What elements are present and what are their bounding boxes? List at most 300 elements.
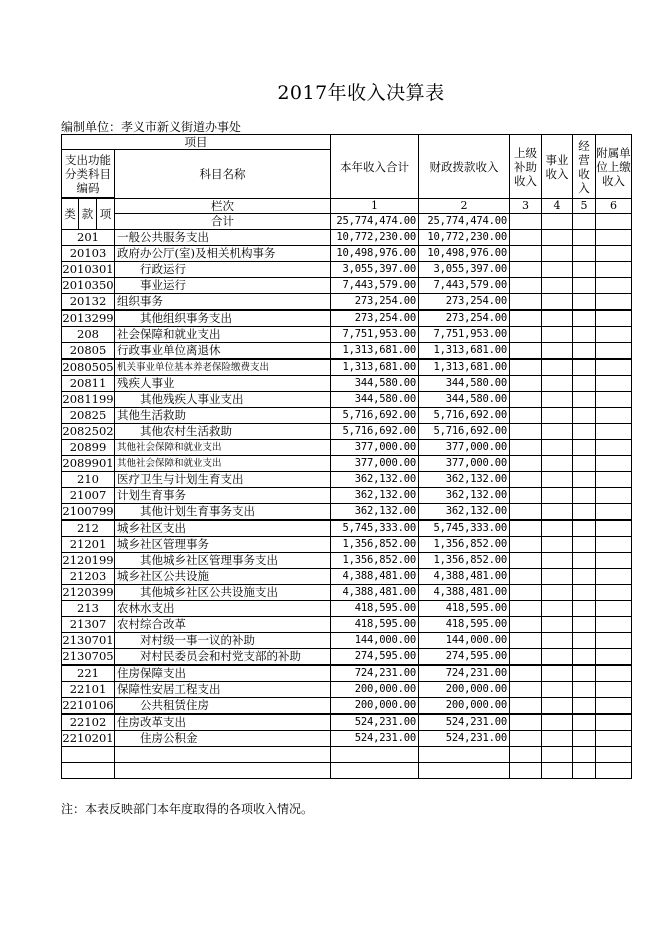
- row-total-income: 7,443,579.00: [331, 278, 419, 294]
- empty-cell: [510, 294, 542, 311]
- row-fiscal: 524,231.00: [419, 731, 510, 747]
- row-code: 208: [62, 327, 115, 343]
- empty-cell: [573, 649, 596, 666]
- row-fiscal: 274,595.00: [419, 649, 510, 666]
- row-code: 2210201: [62, 731, 114, 745]
- table-row: [62, 472, 632, 488]
- row-fiscal: 362,132.00: [419, 504, 510, 521]
- empty-cell: [510, 520, 542, 537]
- row-total-income: 1,313,681.00: [331, 359, 419, 376]
- blank-row: [62, 763, 632, 779]
- empty-cell: [510, 553, 542, 569]
- row-code: 2080505: [62, 360, 114, 374]
- empty-cell: [573, 520, 596, 537]
- empty-cell: [596, 585, 632, 601]
- empty-cell: [596, 569, 632, 585]
- empty-cell: [510, 665, 542, 682]
- row-subject-name: 其他农村生活救助: [115, 424, 331, 440]
- empty-cell: [573, 585, 596, 601]
- empty-cell: [573, 359, 596, 376]
- empty-cell: [573, 714, 596, 731]
- empty-cell: [596, 246, 632, 262]
- empty-cell: [573, 504, 596, 521]
- header-superior: 上级补助收入: [510, 135, 542, 199]
- empty-cell: [542, 553, 573, 569]
- row-subject-name: 农村综合改革: [115, 617, 331, 633]
- row-subject-name: 对村级一事一议的补助: [115, 633, 331, 649]
- empty-cell: [573, 343, 596, 360]
- row-subject-name: 城乡社区公共设施: [115, 569, 331, 585]
- row-total-income: 362,132.00: [331, 504, 419, 521]
- empty-cell: [542, 310, 573, 327]
- empty-cell: [542, 440, 573, 456]
- empty-cell: [542, 585, 573, 601]
- row-fiscal: 418,595.00: [419, 601, 510, 617]
- table-row: [62, 343, 632, 360]
- table-row: [62, 601, 632, 617]
- table-row: [62, 714, 632, 731]
- empty-cell: [510, 310, 542, 327]
- empty-cell: [596, 537, 632, 553]
- row-code: 2120199: [62, 553, 114, 567]
- row-code: 20805: [62, 343, 115, 360]
- row-code: 2130705: [62, 649, 114, 663]
- row-total-income: 524,231.00: [331, 714, 419, 731]
- row-subject-name: 其他城乡社区公共设施支出: [115, 585, 331, 601]
- empty-cell: [542, 682, 573, 698]
- row-subject-name: 其他社会保障和就业支出: [115, 456, 331, 472]
- row-subject-name: 行政事业单位离退休: [115, 343, 331, 360]
- row-code: 20811: [62, 376, 115, 392]
- header-subject-name: 科目名称: [115, 150, 331, 199]
- row-fiscal: 10,498,976.00: [419, 246, 510, 262]
- empty-cell: [573, 633, 596, 649]
- empty-cell: [573, 310, 596, 327]
- empty-cell: [542, 327, 573, 343]
- row-total-income: 273,254.00: [331, 294, 419, 311]
- empty-cell: [573, 246, 596, 262]
- header-class: 类: [62, 199, 79, 230]
- row-subject-name: 城乡社区支出: [115, 520, 331, 537]
- row-subject-name: 住房公积金: [115, 731, 331, 747]
- row-fiscal: 1,356,852.00: [419, 553, 510, 569]
- row-total-income: 1,356,852.00: [331, 537, 419, 553]
- row-code: 21201: [62, 537, 115, 553]
- table-row: [62, 278, 632, 294]
- row-fiscal: 5,716,692.00: [419, 424, 510, 440]
- row-total-income: 377,000.00: [331, 440, 419, 456]
- empty-cell: [542, 569, 573, 585]
- empty-cell: [542, 520, 573, 537]
- row-subject-name: 其他社会保障和就业支出: [115, 440, 331, 456]
- empty-cell: [596, 682, 632, 698]
- row-code: 2100799: [62, 504, 114, 518]
- empty-cell: [573, 731, 596, 747]
- page-title: 2017年收入决算表: [277, 82, 445, 104]
- row-subject-name: 政府办公厅(室)及相关机构事务: [115, 246, 331, 262]
- empty-cell: [596, 504, 632, 521]
- empty-cell: [573, 537, 596, 553]
- row-total-income: 3,055,397.00: [331, 262, 419, 278]
- empty-cell: [596, 392, 632, 408]
- empty-cell: [596, 553, 632, 569]
- row-total-income: 418,595.00: [331, 617, 419, 633]
- empty-cell: [510, 392, 542, 408]
- row-total-income: 274,595.00: [331, 649, 419, 666]
- empty-cell: [573, 488, 596, 504]
- empty-cell: [542, 230, 573, 246]
- empty-cell: [542, 537, 573, 553]
- empty-cell: [596, 714, 632, 731]
- empty-cell: [510, 585, 542, 601]
- row-fiscal: 377,000.00: [419, 440, 510, 456]
- empty-cell: [510, 698, 542, 715]
- empty-cell: [510, 731, 542, 747]
- empty-cell: [510, 327, 542, 343]
- empty-cell: [596, 440, 632, 456]
- row-fiscal: 5,716,692.00: [419, 408, 510, 424]
- row-subject-name: 事业运行: [115, 278, 331, 294]
- row-total-income: 724,231.00: [331, 665, 419, 682]
- row-total-income: 1,356,852.00: [331, 553, 419, 569]
- row-fiscal: 4,388,481.00: [419, 569, 510, 585]
- empty-cell: [596, 649, 632, 666]
- table-row: [62, 392, 632, 408]
- row-subject-name: 其他组织事务支出: [115, 310, 331, 327]
- row-subject-name: 公共租赁住房: [115, 698, 331, 715]
- empty-cell: [596, 731, 632, 747]
- row-fiscal: 362,132.00: [419, 472, 510, 488]
- total-fiscal-value: 25,774,474.00: [419, 214, 510, 230]
- header-total-income: 本年收入合计: [331, 135, 419, 199]
- row-total-income: 524,231.00: [331, 731, 419, 747]
- empty-cell: [573, 553, 596, 569]
- empty-cell: [542, 601, 573, 617]
- empty-cell: [573, 424, 596, 440]
- empty-cell: [596, 698, 632, 715]
- table-row: [62, 294, 632, 311]
- empty-cell: [542, 714, 573, 731]
- row-code: 2089901: [62, 456, 114, 470]
- empty-cell: [510, 488, 542, 504]
- col-index-6: 6: [596, 199, 632, 214]
- row-fiscal: 200,000.00: [419, 698, 510, 715]
- footnote: 注：本表反映部门本年度取得的各项收入情况。: [61, 802, 314, 816]
- empty-cell: [573, 682, 596, 698]
- empty-cell: [510, 278, 542, 294]
- empty-cell: [542, 424, 573, 440]
- row-subject-name: 其他城乡社区管理事务支出: [115, 553, 331, 569]
- empty-cell: [596, 359, 632, 376]
- row-subject-name: 对村民委员会和村党支部的补助: [115, 649, 331, 666]
- empty-cell: [542, 472, 573, 488]
- table-row: [62, 376, 632, 392]
- row-fiscal: 1,356,852.00: [419, 537, 510, 553]
- col-index-5: 5: [573, 199, 596, 214]
- empty-cell: [542, 649, 573, 666]
- empty-cell: [596, 376, 632, 392]
- row-fiscal: 7,751,953.00: [419, 327, 510, 343]
- row-subject-name: 农林水支出: [115, 601, 331, 617]
- table-row: [62, 682, 632, 698]
- income-table: [61, 134, 632, 779]
- empty-cell: [596, 408, 632, 424]
- row-subject-name: 行政运行: [115, 262, 331, 278]
- empty-cell: [596, 343, 632, 360]
- empty-cell: [573, 569, 596, 585]
- empty-cell: [596, 617, 632, 633]
- empty-cell: [573, 278, 596, 294]
- row-code: 21007: [62, 488, 115, 504]
- table-row: [62, 504, 632, 521]
- empty-cell: [573, 392, 596, 408]
- row-fiscal: 344,580.00: [419, 376, 510, 392]
- row-subject-name: 医疗卫生与计划生育支出: [115, 472, 331, 488]
- row-subject-name: 机关事业单位基本养老保险缴费支出: [115, 359, 331, 376]
- empty-cell: [542, 246, 573, 262]
- empty-cell: [573, 440, 596, 456]
- row-code: 22102: [62, 714, 115, 731]
- empty-cell: [596, 601, 632, 617]
- blank-row: [62, 747, 632, 763]
- table-row: [62, 359, 632, 376]
- table-row: [62, 424, 632, 440]
- table-row: [62, 649, 632, 666]
- header-section: 款: [79, 199, 97, 230]
- table-row: [62, 585, 632, 601]
- row-code: 21307: [62, 617, 115, 633]
- empty-cell: [596, 327, 632, 343]
- empty-cell: [542, 456, 573, 472]
- row-subject-name: 社会保障和就业支出: [115, 327, 331, 343]
- row-code: 22101: [62, 682, 115, 698]
- empty-cell: [542, 278, 573, 294]
- empty-cell: [596, 472, 632, 488]
- table-row: [62, 456, 632, 472]
- empty-cell: [542, 376, 573, 392]
- row-subject-name: 计划生育事务: [115, 488, 331, 504]
- empty-cell: [596, 520, 632, 537]
- empty-cell: [510, 649, 542, 666]
- table-row: [62, 569, 632, 585]
- row-code: 2081199: [62, 392, 114, 406]
- empty-cell: [573, 456, 596, 472]
- row-code: 20899: [62, 440, 115, 456]
- row-fiscal: 200,000.00: [419, 682, 510, 698]
- empty-cell: [510, 408, 542, 424]
- row-code: 21203: [62, 569, 115, 585]
- empty-cell: [542, 633, 573, 649]
- table-row: [62, 698, 632, 715]
- table-row: [62, 262, 632, 278]
- table-row: [62, 553, 632, 569]
- empty-cell: [573, 617, 596, 633]
- empty-cell: [542, 731, 573, 747]
- row-code: 221: [62, 665, 115, 682]
- empty-cell: [596, 424, 632, 440]
- row-fiscal: 7,443,579.00: [419, 278, 510, 294]
- row-fiscal: 10,772,230.00: [419, 230, 510, 246]
- header-item: 项: [97, 199, 115, 230]
- empty-cell: [542, 262, 573, 278]
- header-business: 事业收入: [542, 135, 573, 199]
- empty-cell: [510, 504, 542, 521]
- table-row: [62, 230, 632, 246]
- row-code: 2010350: [62, 278, 114, 292]
- empty-cell: [510, 343, 542, 360]
- table-row: [62, 617, 632, 633]
- table-row: [62, 520, 632, 537]
- empty-cell: [510, 617, 542, 633]
- empty-cell: [510, 376, 542, 392]
- row-fiscal: 344,580.00: [419, 392, 510, 408]
- empty-cell: [510, 246, 542, 262]
- unit-label: 编制单位：孝义市新义街道办事处: [61, 120, 242, 134]
- row-fiscal: 4,388,481.00: [419, 585, 510, 601]
- empty-cell: [596, 230, 632, 246]
- empty-cell: [510, 424, 542, 440]
- table-row: [62, 310, 632, 327]
- empty-cell: [510, 714, 542, 731]
- empty-cell: [573, 294, 596, 311]
- header-fiscal: 财政拨款收入: [419, 135, 510, 199]
- row-total-income: 418,595.00: [331, 601, 419, 617]
- empty-cell: [542, 359, 573, 376]
- empty-cell: [510, 537, 542, 553]
- row-code: 2210106: [62, 698, 114, 712]
- row-total-income: 4,388,481.00: [331, 585, 419, 601]
- table-row: [62, 408, 632, 424]
- row-code: 2120399: [62, 585, 114, 599]
- total-label: 合计: [115, 214, 331, 230]
- row-total-income: 10,772,230.00: [331, 230, 419, 246]
- col-index-3: 3: [510, 199, 542, 214]
- row-total-income: 344,580.00: [331, 376, 419, 392]
- row-total-income: 200,000.00: [331, 682, 419, 698]
- row-total-income: 273,254.00: [331, 310, 419, 327]
- col-index-1: 1: [331, 199, 419, 214]
- row-subject-name: 组织事务: [115, 294, 331, 311]
- empty-cell: [596, 278, 632, 294]
- table-row: [62, 731, 632, 747]
- empty-cell: [542, 698, 573, 715]
- table-row: [62, 537, 632, 553]
- empty-cell: [510, 262, 542, 278]
- row-fiscal: 377,000.00: [419, 456, 510, 472]
- header-operating: 经营收入: [573, 135, 596, 199]
- empty-cell: [573, 230, 596, 246]
- row-subject-name: 残疾人事业: [115, 376, 331, 392]
- empty-cell: [542, 665, 573, 682]
- empty-cell: [510, 359, 542, 376]
- row-fiscal: 418,595.00: [419, 617, 510, 633]
- row-fiscal: 724,231.00: [419, 665, 510, 682]
- row-fiscal: 273,254.00: [419, 294, 510, 311]
- empty-cell: [573, 698, 596, 715]
- empty-cell: [573, 327, 596, 343]
- header-project: 项目: [62, 135, 331, 150]
- row-fiscal: 1,313,681.00: [419, 343, 510, 360]
- empty-cell: [542, 294, 573, 311]
- empty-cell: [573, 472, 596, 488]
- empty-cell: [596, 310, 632, 327]
- row-code: 20103: [62, 246, 115, 262]
- row-total-income: 1,313,681.00: [331, 343, 419, 360]
- empty-cell: [596, 633, 632, 649]
- row-fiscal: 524,231.00: [419, 714, 510, 731]
- row-total-income: 362,132.00: [331, 488, 419, 504]
- empty-cell: [510, 569, 542, 585]
- table-row: [62, 665, 632, 682]
- table-row: [62, 488, 632, 504]
- table-row: [62, 246, 632, 262]
- row-code: 2082502: [62, 424, 114, 438]
- row-total-income: 362,132.00: [331, 472, 419, 488]
- row-total-income: 7,751,953.00: [331, 327, 419, 343]
- row-subject-name: 住房保障支出: [115, 665, 331, 682]
- empty-cell: [596, 665, 632, 682]
- row-fiscal: 5,745,333.00: [419, 520, 510, 537]
- row-total-income: 144,000.00: [331, 633, 419, 649]
- table-row: [62, 633, 632, 649]
- header-column-index: 栏次: [115, 199, 331, 214]
- header-affiliated: 附属单位上缴收入: [596, 135, 632, 199]
- row-subject-name: 其他残疾人事业支出: [115, 392, 331, 408]
- empty-cell: [596, 262, 632, 278]
- row-fiscal: 144,000.00: [419, 633, 510, 649]
- row-code: 20825: [62, 408, 115, 424]
- empty-cell: [542, 488, 573, 504]
- header-code-group: 支出功能分类科目编码: [62, 150, 115, 198]
- row-code: 2013299: [62, 311, 114, 325]
- row-code: 2130701: [62, 633, 114, 647]
- empty-cell: [573, 601, 596, 617]
- empty-cell: [510, 440, 542, 456]
- empty-cell: [542, 617, 573, 633]
- empty-cell: [510, 633, 542, 649]
- empty-cell: [573, 665, 596, 682]
- empty-cell: [510, 682, 542, 698]
- row-subject-name: 城乡社区管理事务: [115, 537, 331, 553]
- row-total-income: 5,716,692.00: [331, 408, 419, 424]
- col-index-2: 2: [419, 199, 510, 214]
- row-subject-name: 其他生活救助: [115, 408, 331, 424]
- empty-cell: [542, 408, 573, 424]
- total-income-value: 25,774,474.00: [331, 214, 419, 230]
- row-total-income: 10,498,976.00: [331, 246, 419, 262]
- empty-cell: [596, 488, 632, 504]
- empty-cell: [510, 601, 542, 617]
- row-subject-name: 其他计划生育事务支出: [115, 504, 331, 521]
- empty-cell: [510, 472, 542, 488]
- empty-cell: [510, 456, 542, 472]
- row-code: 213: [62, 601, 115, 617]
- row-code: 20132: [62, 294, 115, 311]
- empty-cell: [573, 376, 596, 392]
- row-subject-name: 一般公共服务支出: [115, 230, 331, 246]
- empty-cell: [510, 230, 542, 246]
- row-total-income: 5,745,333.00: [331, 520, 419, 537]
- empty-cell: [596, 456, 632, 472]
- col-index-4: 4: [542, 199, 573, 214]
- table-row: [62, 327, 632, 343]
- row-total-income: 5,716,692.00: [331, 424, 419, 440]
- empty-cell: [596, 294, 632, 311]
- table-row: [62, 440, 632, 456]
- row-total-income: 377,000.00: [331, 456, 419, 472]
- row-total-income: 4,388,481.00: [331, 569, 419, 585]
- empty-cell: [542, 392, 573, 408]
